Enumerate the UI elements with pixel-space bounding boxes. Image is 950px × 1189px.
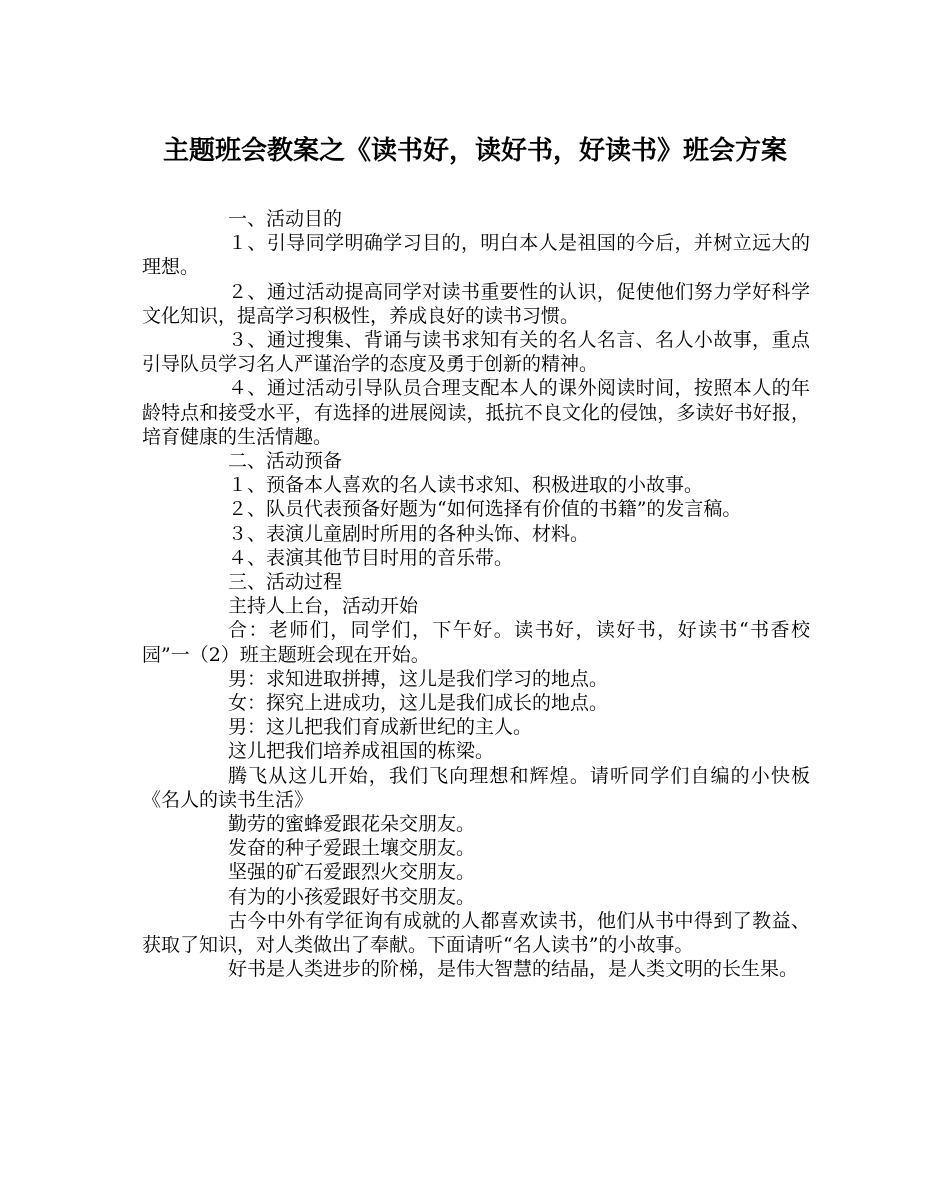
paragraph: １、预备本人喜欢的名人读书求知、积极进取的小故事。 — [228, 474, 704, 497]
paragraph: 男：求知进取拼搏，这儿是我们学习的地点。 — [228, 667, 609, 690]
paragraph: 这儿把我们培养成祖国的栋梁。 — [228, 740, 495, 763]
paragraph: １、引导同学明确学习目的，明白本人是祖国的今后，并树立远大的理想。 — [142, 232, 810, 279]
paragraph: 有为的小孩爱跟好书交朋友。 — [228, 885, 476, 908]
paragraph: 合：老师们，同学们，下午好。读书好，读好书，好读书“书香校园”一（2）班主题班会现在开始。 — [142, 619, 810, 666]
section-heading-purpose: 一、活动目的 — [228, 208, 343, 230]
paragraph: 腾飞从这儿开始，我们飞向理想和辉煌。请听同学们自编的小快板《名人的读书生活》 — [142, 764, 810, 811]
paragraph: 发奋的种子爱跟土壤交朋友。 — [228, 837, 476, 860]
paragraph: 男：这儿把我们育成新世纪的主人。 — [228, 716, 533, 739]
paragraph: 坚强的矿石爱跟烈火交朋友。 — [228, 861, 476, 884]
document-body — [142, 207, 810, 982]
paragraph: 主持人上台，活动开始 — [228, 595, 419, 618]
paragraph: 勤劳的蜜蜂爱跟花朵交朋友。 — [228, 813, 476, 836]
paragraph: 好书是人类进步的阶梯，是伟大智慧的结晶，是人类文明的长生果。 — [228, 958, 799, 981]
document-title: 主题班会教案之《读书好，读好书，好读书》班会方案 — [162, 136, 787, 166]
paragraph: ２、队员代表预备好题为“如何选择有价值的书籍”的发言稿。 — [228, 498, 742, 521]
paragraph: ３、通过搜集、背诵与读书求知有关的名人名言、名人小故事，重点引导队员学习名人严谨治学的态度及勇于创新的精神。 — [142, 329, 810, 376]
paragraph: ４、通过活动引导队员合理支配本人的课外阅读时间，按照本人的年龄特点和接受水平，有选择的进展阅读，抵抗不良文化的侵蚀，多读好书好报，培育健康的生活情趣。 — [142, 377, 810, 448]
section-heading-preparation: 二、活动预备 — [228, 450, 343, 473]
section-heading-process: 三、活动过程 — [228, 571, 343, 594]
paragraph: ２、通过活动提高同学对读书重要性的认识，促使他们努力学好科学文化知识，提高学习积极性，养成良好的读书习惯。 — [142, 280, 810, 327]
paragraph: 古今中外有学征询有成就的人都喜欢读书，他们从书中得到了教益、获取了知识，对人类做出了奉献。下面请听“名人读书”的小故事。 — [142, 909, 810, 957]
paragraph: ３、表演儿童剧时所用的各种头饰、材料。 — [228, 522, 590, 545]
paragraph: 女：探究上进成功，这儿是我们成长的地点。 — [228, 692, 609, 715]
paragraph: ４、表演其他节目时用的音乐带。 — [228, 546, 514, 569]
